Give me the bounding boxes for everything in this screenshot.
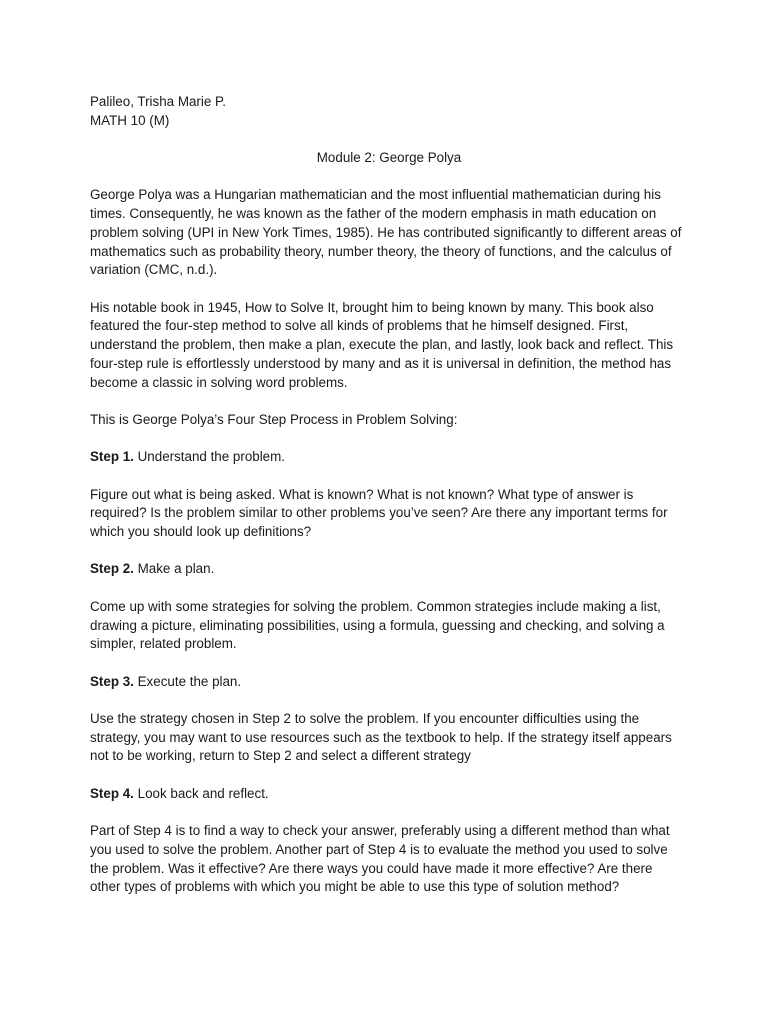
step-1-label: Step 1.	[90, 449, 134, 465]
process-intro: This is George Polya’s Four Step Process in Problem Solving:	[90, 411, 458, 427]
step-4-body: Part of Step 4 is to find a way to check your answer, preferably using a different method than what you used to solve the problem. Another part of Step 4 is to evaluate the method you used to solve the problem. Was it effective? Are there ways you could have made it more effective? Are there other types of problems with which you might be able to use this type of solution method?	[90, 823, 670, 895]
step-2-label: Step 2.	[90, 561, 134, 577]
course-code: MATH 10 (M)	[90, 112, 170, 128]
document-body	[90, 93, 682, 897]
step-3-heading	[90, 673, 682, 692]
step-4-label: Step 4.	[90, 785, 134, 801]
step-3-body: Use the strategy chosen in Step 2 to solve the problem. If you encounter difficulties using the strategy, you may want to use resources such as the textbook to help. If the strategy itself appears not to be working, return to Step 2 and select a different strategy	[90, 711, 672, 764]
intro-paragraph: George Polya was a Hungarian mathematician and the most influential mathematician during his times. Consequently, he was known as the father of the modern emphasis in math education on problem solving (UPI in New York Times, 1985). He has contributed significantly to different areas of mathematics such as probability theory, number theory, the theory of functions, and the calculus of variation (CMC, n.d.).	[90, 187, 682, 278]
step-4-heading	[90, 785, 682, 804]
document-title: Module 2: George Polya	[316, 150, 462, 166]
step-1-heading	[90, 448, 682, 467]
author-name: Palileo, Trisha Marie P.	[90, 94, 226, 109]
step-3-label: Step 3.	[90, 673, 134, 689]
step-3-title: Execute the plan.	[133, 673, 242, 689]
step-1-body: Figure out what is being asked. What is known? What is not known? What type of answer is required? Is the problem similar to other problems you’ve seen? Are there any important terms for which you should look up definitions?	[90, 486, 668, 540]
step-2-heading	[90, 560, 682, 579]
step-4-title: Look back and reflect.	[133, 785, 269, 801]
book-paragraph: His notable book in 1945, How to Solve It, brought him to being known by many. This book also featured the four-step method to solve all kinds of problems that he himself designed. First, understand the problem, then make a plan, execute the plan, and lastly, look back and reflect. This four-step rule is effortlessly understood by many and as it is universal in definition, the method has become a classic in solving word problems.	[90, 299, 674, 390]
step-2-title: Make a plan.	[133, 561, 215, 577]
step-1-title: Understand the problem.	[133, 449, 286, 465]
step-2-body: Come up with some strategies for solving the problem. Common strategies include making a list, drawing a picture, eliminating possibilities, using a formula, guessing and checking, and solving a simpler, related problem.	[90, 598, 665, 652]
